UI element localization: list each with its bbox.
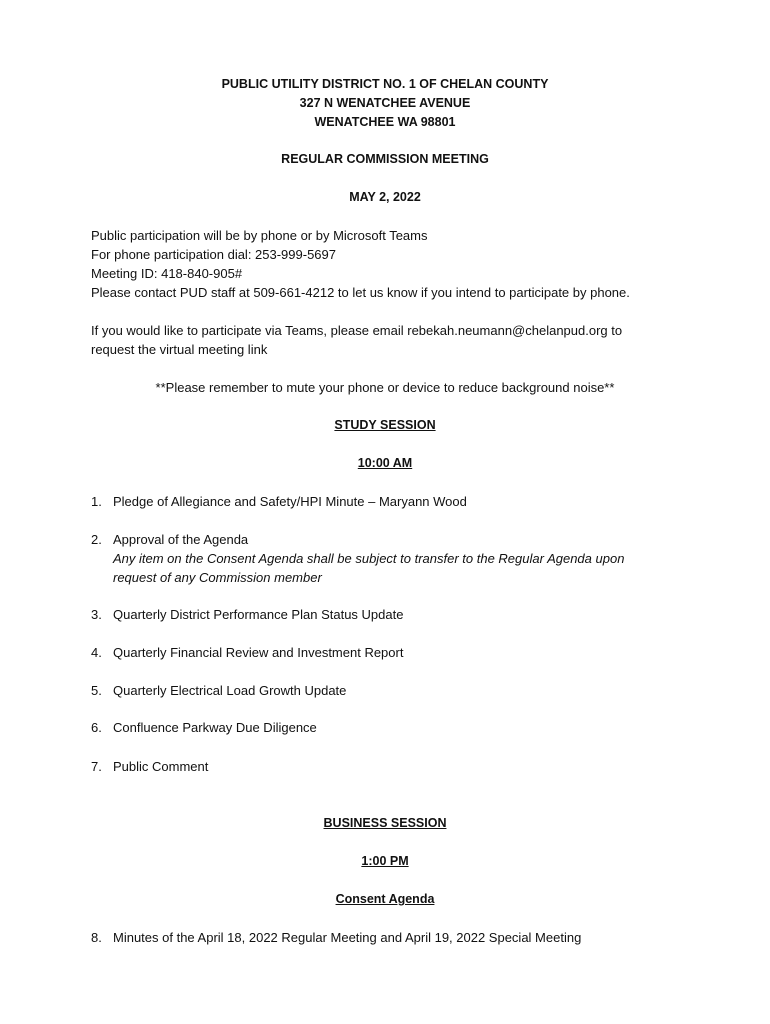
business-session-time xyxy=(0,852,770,871)
meeting-date: MAY 2, 2022 xyxy=(349,190,421,204)
participation-contact: Please contact PUD staff at 509-661-4212 to let us know if you intend to participate by phone. xyxy=(91,285,630,300)
agenda-item: Quarterly Financial Review and Investment Report xyxy=(113,645,404,660)
business-session-time-text: 1:00 PM xyxy=(361,854,409,868)
study-session-time xyxy=(0,454,770,473)
item-number: 2. xyxy=(91,532,102,547)
item-number: 7. xyxy=(91,759,102,774)
mute-reminder: **Please remember to mute your phone or device to reduce background noise** xyxy=(155,380,615,395)
teams-line-1: If you would like to participate via Teams, please email rebekah.neumann@chelanpud.org to xyxy=(91,323,623,338)
meeting-type: REGULAR COMMISSION MEETING xyxy=(281,152,489,166)
org-address: 327 N WENATCHEE AVENUE xyxy=(299,96,471,110)
agenda-item: Quarterly District Performance Plan Status Update xyxy=(113,607,404,622)
teams-line-2: request the virtual meeting link xyxy=(91,342,268,357)
study-session-heading xyxy=(0,416,770,435)
study-session-time-text: 10:00 AM xyxy=(357,456,413,470)
agenda-item: Confluence Parkway Due Diligence xyxy=(113,720,317,735)
consent-agenda-heading-text: Consent Agenda xyxy=(335,892,435,906)
participation-meeting-id: Meeting ID: 418-840-905# xyxy=(91,266,243,281)
agenda-item: Approval of the Agenda xyxy=(113,532,249,547)
agenda-item: Public Comment xyxy=(113,759,209,774)
consent-agenda-heading xyxy=(0,890,770,909)
item-number: 8. xyxy=(91,930,102,945)
item-number: 5. xyxy=(91,683,102,698)
business-session-heading xyxy=(0,814,770,833)
agenda-item-note: request of any Commission member xyxy=(113,570,322,585)
agenda-item: Quarterly Electrical Load Growth Update xyxy=(113,683,347,698)
agenda-item: Pledge of Allegiance and Safety/HPI Minute – Maryann Wood xyxy=(113,494,467,509)
agenda-item-note: Any item on the Consent Agenda shall be subject to transfer to the Regular Agenda upon xyxy=(113,551,625,566)
business-session-heading-text: BUSINESS SESSION xyxy=(323,816,447,830)
item-number: 4. xyxy=(91,645,102,660)
item-number: 3. xyxy=(91,607,102,622)
study-session-heading-text: STUDY SESSION xyxy=(334,418,436,432)
participation-phone: For phone participation dial: 253-999-5697 xyxy=(91,247,337,262)
participation-line-1: Public participation will be by phone or by Microsoft Teams xyxy=(91,228,428,243)
agenda-item: Minutes of the April 18, 2022 Regular Meeting and April 19, 2022 Special Meeting xyxy=(113,930,582,945)
item-number: 6. xyxy=(91,720,102,735)
org-city: WENATCHEE WA 98801 xyxy=(314,115,456,129)
item-number: 1. xyxy=(91,494,102,509)
org-name: PUBLIC UTILITY DISTRICT NO. 1 OF CHELAN COUNTY xyxy=(221,77,549,91)
